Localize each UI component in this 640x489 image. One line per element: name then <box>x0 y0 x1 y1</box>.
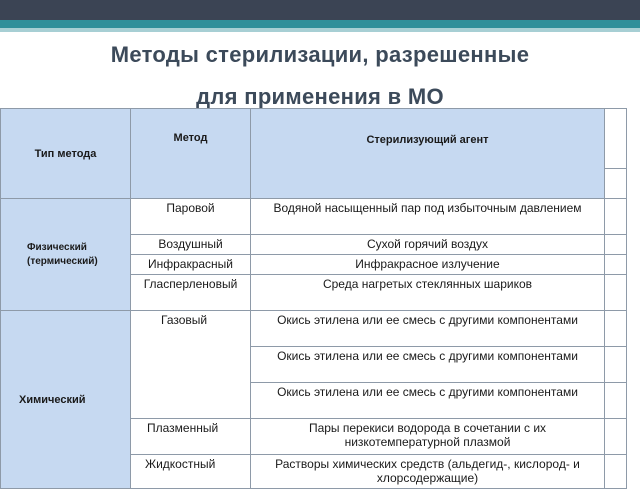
table-header-row <box>1 109 627 169</box>
slide-title-line2: для применения в МО <box>196 84 444 109</box>
agent-cell: Водяной насыщенный пар под избыточным давлением <box>251 199 605 235</box>
sterilization-methods-table <box>0 108 627 489</box>
extra-cell <box>605 419 627 455</box>
method-cell: Воздушный <box>131 235 251 255</box>
agent-cell: Окись этилена или ее смесь с другими компонентами <box>251 383 605 419</box>
extra-cell <box>605 255 627 275</box>
method-cell: Жидкостный <box>131 455 251 489</box>
agent-cell: Пары перекиси водорода в сочетании с их низкотемпературной плазмой <box>251 419 605 455</box>
extra-cell <box>605 311 627 347</box>
extra-cell <box>605 455 627 489</box>
method-cell: Плазменный <box>131 419 251 455</box>
extra-cell <box>605 275 627 311</box>
type-physical: Физический (термический) <box>1 199 131 311</box>
agent-cell: Инфракрасное излучение <box>251 255 605 275</box>
slide-title <box>0 34 640 118</box>
extra-cell <box>605 169 627 199</box>
method-cell: Гласперленовый <box>131 275 251 311</box>
method-cell: Паровой <box>131 199 251 235</box>
method-cell: Газовый <box>131 311 251 419</box>
extra-cell <box>605 235 627 255</box>
header-method-type: Тип метода <box>1 109 131 199</box>
extra-cell <box>605 199 627 235</box>
agent-cell: Окись этилена или ее смесь с другими компонентами <box>251 311 605 347</box>
agent-cell: Окись этилена или ее смесь с другими компонентами <box>251 347 605 383</box>
slide-top-stripe-light <box>0 28 640 32</box>
method-cell: Инфракрасный <box>131 255 251 275</box>
extra-cell <box>605 109 627 169</box>
agent-cell: Среда нагретых стеклянных шариков <box>251 275 605 311</box>
slide-title-line1: Методы стерилизации, разрешенные <box>110 42 530 67</box>
agent-cell: Сухой горячий воздух <box>251 235 605 255</box>
header-agent: Стерилизующий агент <box>251 109 605 199</box>
extra-cell <box>605 347 627 383</box>
type-chemical: Химический <box>1 311 131 489</box>
agent-cell: Растворы химических средств (альдегид-, кислород- и хлорсодержащие) <box>251 455 605 489</box>
slide-top-bar <box>0 0 640 20</box>
header-method: Метод <box>131 109 251 199</box>
table-row <box>1 311 627 347</box>
slide-top-stripe <box>0 20 640 28</box>
table-row <box>1 199 627 235</box>
extra-cell <box>605 383 627 419</box>
